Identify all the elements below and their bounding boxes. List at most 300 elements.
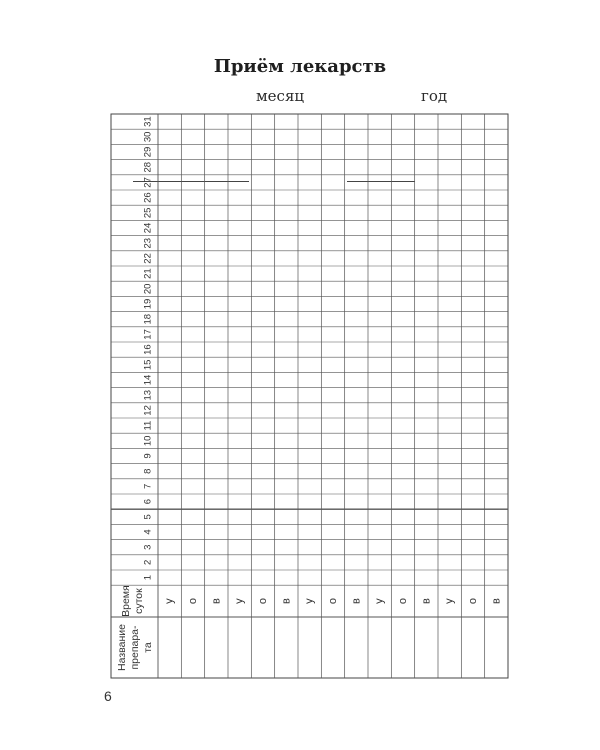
intake-cell[interactable] [321, 372, 344, 387]
intake-cell[interactable] [158, 251, 181, 266]
intake-cell[interactable] [368, 403, 391, 418]
intake-cell[interactable] [275, 281, 298, 296]
intake-cell[interactable] [251, 175, 274, 190]
intake-cell[interactable] [275, 342, 298, 357]
intake-cell[interactable] [391, 509, 414, 524]
intake-cell[interactable] [345, 540, 368, 555]
intake-cell[interactable] [251, 433, 274, 448]
intake-cell[interactable] [391, 433, 414, 448]
intake-cell[interactable] [485, 464, 508, 479]
intake-cell[interactable] [205, 205, 228, 220]
intake-cell[interactable] [275, 144, 298, 159]
intake-cell[interactable] [298, 357, 321, 372]
intake-cell[interactable] [181, 524, 204, 539]
intake-cell[interactable] [438, 433, 461, 448]
intake-cell[interactable] [158, 312, 181, 327]
intake-cell[interactable] [228, 266, 251, 281]
intake-cell[interactable] [485, 433, 508, 448]
intake-cell[interactable] [345, 509, 368, 524]
intake-cell[interactable] [181, 281, 204, 296]
intake-cell[interactable] [298, 342, 321, 357]
intake-cell[interactable] [181, 251, 204, 266]
intake-cell[interactable] [298, 144, 321, 159]
intake-cell[interactable] [368, 236, 391, 251]
intake-cell[interactable] [158, 418, 181, 433]
intake-cell[interactable] [275, 296, 298, 311]
intake-cell[interactable] [181, 160, 204, 175]
intake-cell[interactable] [461, 433, 484, 448]
intake-cell[interactable] [298, 281, 321, 296]
intake-cell[interactable] [345, 160, 368, 175]
intake-cell[interactable] [461, 372, 484, 387]
intake-cell[interactable] [368, 281, 391, 296]
intake-cell[interactable] [391, 129, 414, 144]
intake-cell[interactable] [485, 357, 508, 372]
intake-cell[interactable] [368, 570, 391, 585]
intake-cell[interactable] [368, 479, 391, 494]
intake-cell[interactable] [275, 251, 298, 266]
intake-cell[interactable] [205, 129, 228, 144]
intake-cell[interactable] [415, 509, 438, 524]
intake-cell[interactable] [461, 555, 484, 570]
intake-cell[interactable] [298, 570, 321, 585]
intake-cell[interactable] [298, 312, 321, 327]
intake-cell[interactable] [275, 570, 298, 585]
intake-cell[interactable] [368, 296, 391, 311]
intake-cell[interactable] [275, 540, 298, 555]
intake-cell[interactable] [438, 296, 461, 311]
intake-cell[interactable] [181, 220, 204, 235]
intake-cell[interactable] [298, 175, 321, 190]
intake-cell[interactable] [415, 357, 438, 372]
intake-cell[interactable] [415, 540, 438, 555]
intake-cell[interactable] [415, 281, 438, 296]
intake-cell[interactable] [205, 372, 228, 387]
intake-cell[interactable] [298, 251, 321, 266]
intake-cell[interactable] [438, 342, 461, 357]
intake-cell[interactable] [461, 464, 484, 479]
intake-cell[interactable] [321, 555, 344, 570]
intake-cell[interactable] [368, 190, 391, 205]
intake-cell[interactable] [228, 433, 251, 448]
drug-name-cell[interactable] [461, 617, 484, 678]
intake-cell[interactable] [391, 312, 414, 327]
intake-cell[interactable] [438, 114, 461, 129]
intake-cell[interactable] [345, 403, 368, 418]
intake-cell[interactable] [321, 220, 344, 235]
intake-cell[interactable] [251, 509, 274, 524]
intake-cell[interactable] [181, 342, 204, 357]
intake-cell[interactable] [345, 448, 368, 463]
intake-cell[interactable] [345, 327, 368, 342]
intake-cell[interactable] [181, 433, 204, 448]
intake-cell[interactable] [461, 509, 484, 524]
intake-cell[interactable] [485, 372, 508, 387]
intake-cell[interactable] [158, 540, 181, 555]
intake-cell[interactable] [345, 296, 368, 311]
intake-cell[interactable] [158, 524, 181, 539]
intake-cell[interactable] [438, 175, 461, 190]
intake-cell[interactable] [275, 388, 298, 403]
intake-cell[interactable] [321, 327, 344, 342]
intake-cell[interactable] [298, 403, 321, 418]
drug-name-cell[interactable] [181, 617, 204, 678]
intake-cell[interactable] [228, 372, 251, 387]
intake-cell[interactable] [368, 342, 391, 357]
intake-cell[interactable] [415, 190, 438, 205]
intake-cell[interactable] [205, 144, 228, 159]
intake-cell[interactable] [438, 570, 461, 585]
intake-cell[interactable] [345, 129, 368, 144]
intake-cell[interactable] [181, 555, 204, 570]
intake-cell[interactable] [391, 464, 414, 479]
intake-cell[interactable] [345, 372, 368, 387]
intake-cell[interactable] [345, 342, 368, 357]
intake-cell[interactable] [158, 327, 181, 342]
intake-cell[interactable] [415, 388, 438, 403]
intake-cell[interactable] [158, 236, 181, 251]
intake-cell[interactable] [158, 266, 181, 281]
intake-cell[interactable] [298, 509, 321, 524]
intake-cell[interactable] [275, 418, 298, 433]
intake-cell[interactable] [485, 494, 508, 509]
intake-cell[interactable] [205, 266, 228, 281]
drug-name-cell[interactable] [321, 617, 344, 678]
intake-cell[interactable] [368, 555, 391, 570]
intake-cell[interactable] [321, 479, 344, 494]
intake-cell[interactable] [298, 540, 321, 555]
intake-cell[interactable] [205, 418, 228, 433]
intake-cell[interactable] [251, 296, 274, 311]
intake-cell[interactable] [228, 509, 251, 524]
intake-cell[interactable] [251, 494, 274, 509]
intake-cell[interactable] [228, 160, 251, 175]
intake-cell[interactable] [205, 327, 228, 342]
intake-cell[interactable] [461, 342, 484, 357]
intake-cell[interactable] [321, 524, 344, 539]
intake-cell[interactable] [251, 114, 274, 129]
intake-cell[interactable] [158, 479, 181, 494]
intake-cell[interactable] [181, 296, 204, 311]
intake-cell[interactable] [415, 448, 438, 463]
intake-cell[interactable] [368, 160, 391, 175]
intake-cell[interactable] [415, 524, 438, 539]
intake-cell[interactable] [438, 509, 461, 524]
intake-cell[interactable] [485, 281, 508, 296]
intake-cell[interactable] [368, 540, 391, 555]
intake-cell[interactable] [415, 312, 438, 327]
intake-cell[interactable] [485, 220, 508, 235]
intake-cell[interactable] [298, 464, 321, 479]
intake-cell[interactable] [485, 327, 508, 342]
intake-cell[interactable] [298, 388, 321, 403]
intake-cell[interactable] [205, 509, 228, 524]
intake-cell[interactable] [461, 479, 484, 494]
intake-cell[interactable] [461, 190, 484, 205]
intake-cell[interactable] [205, 114, 228, 129]
intake-cell[interactable] [275, 479, 298, 494]
intake-cell[interactable] [368, 433, 391, 448]
intake-cell[interactable] [298, 327, 321, 342]
intake-cell[interactable] [485, 175, 508, 190]
intake-cell[interactable] [321, 114, 344, 129]
intake-cell[interactable] [205, 540, 228, 555]
intake-cell[interactable] [158, 388, 181, 403]
intake-cell[interactable] [485, 160, 508, 175]
intake-cell[interactable] [275, 236, 298, 251]
intake-cell[interactable] [321, 129, 344, 144]
intake-cell[interactable] [321, 205, 344, 220]
intake-cell[interactable] [251, 479, 274, 494]
intake-cell[interactable] [438, 144, 461, 159]
intake-cell[interactable] [461, 114, 484, 129]
intake-cell[interactable] [251, 464, 274, 479]
intake-cell[interactable] [345, 266, 368, 281]
intake-cell[interactable] [251, 418, 274, 433]
intake-cell[interactable] [158, 570, 181, 585]
intake-cell[interactable] [205, 357, 228, 372]
intake-cell[interactable] [181, 205, 204, 220]
intake-cell[interactable] [391, 540, 414, 555]
intake-cell[interactable] [321, 144, 344, 159]
intake-cell[interactable] [415, 144, 438, 159]
intake-cell[interactable] [368, 464, 391, 479]
intake-cell[interactable] [228, 190, 251, 205]
intake-cell[interactable] [391, 403, 414, 418]
intake-cell[interactable] [415, 327, 438, 342]
intake-cell[interactable] [298, 372, 321, 387]
intake-cell[interactable] [368, 372, 391, 387]
intake-cell[interactable] [438, 524, 461, 539]
intake-cell[interactable] [438, 403, 461, 418]
intake-cell[interactable] [298, 418, 321, 433]
intake-cell[interactable] [485, 403, 508, 418]
intake-cell[interactable] [275, 448, 298, 463]
intake-cell[interactable] [461, 281, 484, 296]
intake-cell[interactable] [321, 448, 344, 463]
intake-cell[interactable] [298, 236, 321, 251]
intake-cell[interactable] [228, 540, 251, 555]
intake-cell[interactable] [461, 220, 484, 235]
intake-cell[interactable] [485, 312, 508, 327]
intake-cell[interactable] [415, 570, 438, 585]
intake-cell[interactable] [345, 175, 368, 190]
intake-cell[interactable] [485, 129, 508, 144]
intake-cell[interactable] [275, 433, 298, 448]
intake-cell[interactable] [485, 342, 508, 357]
intake-cell[interactable] [181, 464, 204, 479]
intake-cell[interactable] [368, 509, 391, 524]
intake-cell[interactable] [391, 281, 414, 296]
drug-name-cell[interactable] [158, 617, 181, 678]
intake-cell[interactable] [228, 296, 251, 311]
intake-cell[interactable] [391, 144, 414, 159]
intake-cell[interactable] [158, 555, 181, 570]
intake-cell[interactable] [181, 175, 204, 190]
intake-cell[interactable] [485, 570, 508, 585]
intake-cell[interactable] [391, 296, 414, 311]
intake-cell[interactable] [158, 464, 181, 479]
intake-cell[interactable] [275, 114, 298, 129]
intake-cell[interactable] [251, 144, 274, 159]
intake-cell[interactable] [391, 570, 414, 585]
intake-cell[interactable] [461, 540, 484, 555]
intake-cell[interactable] [205, 312, 228, 327]
intake-cell[interactable] [158, 220, 181, 235]
intake-cell[interactable] [461, 570, 484, 585]
intake-cell[interactable] [158, 175, 181, 190]
intake-cell[interactable] [228, 129, 251, 144]
intake-cell[interactable] [205, 555, 228, 570]
intake-cell[interactable] [345, 236, 368, 251]
intake-cell[interactable] [181, 327, 204, 342]
intake-cell[interactable] [321, 464, 344, 479]
intake-cell[interactable] [485, 509, 508, 524]
intake-cell[interactable] [181, 372, 204, 387]
intake-cell[interactable] [391, 327, 414, 342]
intake-cell[interactable] [415, 464, 438, 479]
intake-cell[interactable] [461, 357, 484, 372]
intake-cell[interactable] [461, 312, 484, 327]
intake-cell[interactable] [345, 190, 368, 205]
intake-cell[interactable] [438, 190, 461, 205]
intake-cell[interactable] [228, 236, 251, 251]
intake-cell[interactable] [485, 448, 508, 463]
intake-cell[interactable] [345, 570, 368, 585]
intake-cell[interactable] [438, 464, 461, 479]
intake-cell[interactable] [181, 509, 204, 524]
intake-cell[interactable] [321, 403, 344, 418]
intake-cell[interactable] [181, 129, 204, 144]
intake-cell[interactable] [485, 190, 508, 205]
intake-cell[interactable] [298, 220, 321, 235]
intake-cell[interactable] [438, 129, 461, 144]
intake-cell[interactable] [438, 372, 461, 387]
intake-cell[interactable] [391, 448, 414, 463]
intake-cell[interactable] [321, 388, 344, 403]
intake-cell[interactable] [181, 190, 204, 205]
intake-cell[interactable] [275, 509, 298, 524]
intake-cell[interactable] [321, 312, 344, 327]
intake-cell[interactable] [228, 144, 251, 159]
intake-cell[interactable] [368, 205, 391, 220]
intake-cell[interactable] [205, 433, 228, 448]
intake-cell[interactable] [181, 448, 204, 463]
intake-cell[interactable] [228, 342, 251, 357]
drug-name-cell[interactable] [438, 617, 461, 678]
intake-cell[interactable] [485, 114, 508, 129]
intake-cell[interactable] [415, 220, 438, 235]
intake-cell[interactable] [415, 555, 438, 570]
intake-cell[interactable] [298, 479, 321, 494]
intake-cell[interactable] [438, 236, 461, 251]
intake-cell[interactable] [438, 251, 461, 266]
intake-cell[interactable] [251, 205, 274, 220]
intake-cell[interactable] [205, 570, 228, 585]
intake-cell[interactable] [251, 448, 274, 463]
intake-cell[interactable] [228, 220, 251, 235]
intake-cell[interactable] [275, 403, 298, 418]
intake-cell[interactable] [321, 266, 344, 281]
intake-cell[interactable] [391, 418, 414, 433]
intake-cell[interactable] [228, 494, 251, 509]
intake-cell[interactable] [205, 342, 228, 357]
intake-cell[interactable] [158, 448, 181, 463]
intake-cell[interactable] [415, 236, 438, 251]
intake-cell[interactable] [181, 357, 204, 372]
intake-cell[interactable] [158, 372, 181, 387]
intake-cell[interactable] [275, 160, 298, 175]
intake-cell[interactable] [251, 160, 274, 175]
intake-cell[interactable] [461, 296, 484, 311]
intake-cell[interactable] [228, 327, 251, 342]
intake-cell[interactable] [251, 190, 274, 205]
intake-cell[interactable] [158, 357, 181, 372]
intake-cell[interactable] [415, 129, 438, 144]
drug-name-cell[interactable] [251, 617, 274, 678]
intake-cell[interactable] [368, 220, 391, 235]
intake-cell[interactable] [181, 418, 204, 433]
intake-cell[interactable] [391, 357, 414, 372]
intake-cell[interactable] [368, 357, 391, 372]
intake-cell[interactable] [251, 266, 274, 281]
intake-cell[interactable] [205, 479, 228, 494]
intake-cell[interactable] [485, 266, 508, 281]
intake-cell[interactable] [205, 220, 228, 235]
drug-name-cell[interactable] [228, 617, 251, 678]
drug-name-cell[interactable] [485, 617, 508, 678]
intake-cell[interactable] [391, 220, 414, 235]
intake-cell[interactable] [251, 555, 274, 570]
drug-name-cell[interactable] [368, 617, 391, 678]
intake-cell[interactable] [321, 251, 344, 266]
intake-cell[interactable] [205, 160, 228, 175]
intake-cell[interactable] [205, 388, 228, 403]
intake-cell[interactable] [345, 464, 368, 479]
intake-cell[interactable] [251, 342, 274, 357]
intake-cell[interactable] [438, 205, 461, 220]
intake-cell[interactable] [275, 464, 298, 479]
intake-cell[interactable] [391, 494, 414, 509]
intake-cell[interactable] [391, 372, 414, 387]
intake-cell[interactable] [205, 251, 228, 266]
intake-cell[interactable] [461, 448, 484, 463]
intake-cell[interactable] [438, 312, 461, 327]
intake-cell[interactable] [298, 129, 321, 144]
intake-cell[interactable] [251, 524, 274, 539]
intake-cell[interactable] [368, 114, 391, 129]
intake-cell[interactable] [181, 540, 204, 555]
intake-cell[interactable] [251, 570, 274, 585]
intake-cell[interactable] [181, 403, 204, 418]
intake-cell[interactable] [251, 251, 274, 266]
intake-cell[interactable] [158, 205, 181, 220]
intake-cell[interactable] [345, 418, 368, 433]
intake-cell[interactable] [438, 479, 461, 494]
intake-cell[interactable] [298, 494, 321, 509]
intake-cell[interactable] [275, 555, 298, 570]
intake-cell[interactable] [368, 524, 391, 539]
intake-cell[interactable] [415, 418, 438, 433]
intake-cell[interactable] [391, 266, 414, 281]
intake-cell[interactable] [181, 312, 204, 327]
intake-cell[interactable] [485, 144, 508, 159]
intake-cell[interactable] [321, 570, 344, 585]
intake-cell[interactable] [461, 524, 484, 539]
intake-cell[interactable] [205, 464, 228, 479]
intake-cell[interactable] [345, 144, 368, 159]
intake-cell[interactable] [461, 251, 484, 266]
